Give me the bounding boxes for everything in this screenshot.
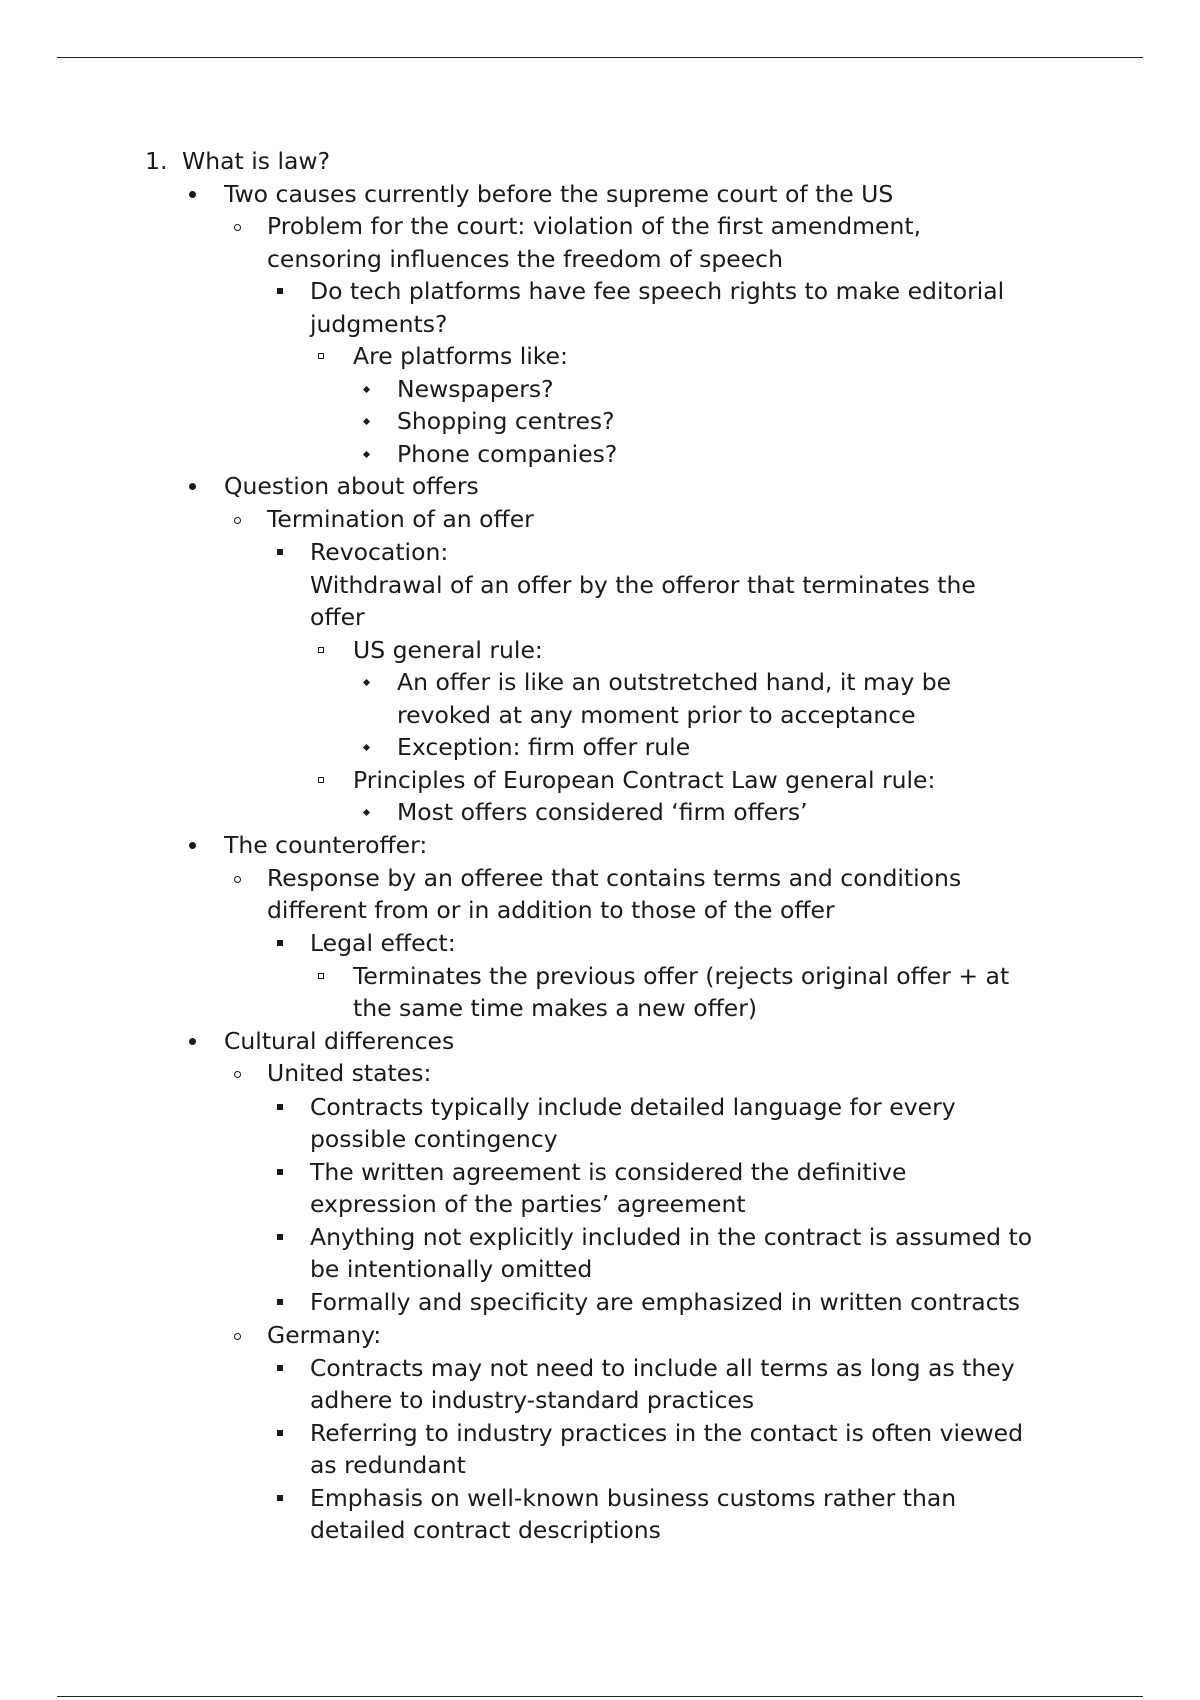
item-text: Termination of an offer bbox=[267, 505, 534, 533]
bullet-square-icon bbox=[277, 549, 283, 555]
list-item bbox=[0, 373, 554, 406]
item-text: Contracts may not need to include all terms as long as they bbox=[310, 1353, 1015, 1382]
item-text: Legal effect: bbox=[310, 928, 456, 957]
list-item bbox=[0, 927, 456, 960]
item-text: adhere to industry-standard practices bbox=[310, 1386, 755, 1414]
list-item bbox=[0, 536, 976, 634]
item-text: Referring to industry practices in the contact is often viewed bbox=[310, 1418, 1024, 1447]
bullet-disc-icon bbox=[189, 1038, 196, 1045]
bullet-diamond-icon bbox=[363, 809, 370, 816]
bullet-square-icon bbox=[277, 1234, 283, 1240]
item-text: offer bbox=[310, 603, 365, 631]
bullet-disc-icon bbox=[189, 842, 196, 849]
bullet-diamond-icon bbox=[363, 679, 370, 686]
item-text: Revocation: bbox=[310, 538, 449, 566]
item-text: Formally and specificity are emphasized in written contracts bbox=[310, 1287, 1021, 1316]
list-item bbox=[0, 1352, 1015, 1417]
list-item bbox=[0, 731, 690, 764]
list-item bbox=[0, 1286, 1020, 1319]
list-item bbox=[0, 1221, 1032, 1286]
item-text: possible contingency bbox=[310, 1125, 558, 1153]
outline-heading bbox=[145, 145, 330, 178]
item-text: as redundant bbox=[310, 1451, 466, 1479]
bullet-square-icon bbox=[277, 1104, 283, 1110]
item-text: Two causes currently before the supreme court of the US bbox=[224, 179, 894, 208]
item-text: Response by an offeree that contains terms and conditions bbox=[267, 863, 962, 892]
bullet-diamond-icon bbox=[363, 744, 370, 751]
number-marker: 1. bbox=[145, 147, 168, 175]
list-item bbox=[0, 275, 1004, 340]
item-text: Shopping centres? bbox=[397, 407, 615, 435]
list-item bbox=[0, 1025, 454, 1058]
bullet-hollow-square-icon bbox=[318, 777, 324, 783]
list-item bbox=[0, 210, 921, 275]
bullet-square-icon bbox=[277, 1430, 283, 1436]
bullet-square-icon bbox=[277, 288, 283, 294]
list-item bbox=[0, 1091, 956, 1156]
item-text: Phone companies? bbox=[397, 439, 618, 468]
bullet-hollow-square-icon bbox=[318, 353, 324, 359]
list-item bbox=[0, 862, 961, 927]
list-item bbox=[0, 1319, 381, 1352]
item-text: censoring influences the freedom of speech bbox=[267, 244, 783, 273]
item-text: The counteroffer: bbox=[224, 830, 428, 859]
item-text: Newspapers? bbox=[397, 374, 554, 403]
item-text: Terminates the previous offer (rejects original offer + at bbox=[353, 961, 1010, 990]
item-text: Do tech platforms have fee speech rights to make editorial bbox=[310, 277, 1005, 305]
list-item bbox=[0, 1057, 431, 1090]
item-text: Most offers considered ‘firm offers’ bbox=[397, 798, 808, 826]
bullet-circle-icon bbox=[234, 1333, 241, 1340]
bullet-diamond-icon bbox=[363, 385, 370, 392]
list-item bbox=[0, 1156, 906, 1221]
bullet-square-icon bbox=[277, 1495, 283, 1501]
list-item bbox=[0, 1417, 1023, 1482]
bullet-circle-icon bbox=[234, 224, 241, 231]
header-rule bbox=[57, 57, 1143, 58]
bullet-diamond-icon bbox=[363, 450, 370, 457]
list-item bbox=[0, 340, 568, 373]
list-item bbox=[0, 960, 1009, 1025]
item-text: Problem for the court: violation of the first amendment, bbox=[267, 212, 922, 240]
item-text: be intentionally omitted bbox=[310, 1255, 593, 1283]
item-text: detailed contract descriptions bbox=[310, 1516, 661, 1544]
list-item bbox=[0, 666, 951, 731]
item-text: Emphasis on well-known business customs rather than bbox=[310, 1483, 957, 1512]
list-item bbox=[0, 405, 615, 438]
item-text: An offer is like an outstretched hand, it may be bbox=[397, 668, 952, 696]
item-text: US general rule: bbox=[353, 635, 543, 664]
item-text: revoked at any moment prior to acceptance bbox=[397, 700, 916, 729]
list-item bbox=[0, 796, 808, 829]
item-text: Are platforms like: bbox=[353, 342, 568, 370]
heading-text: What is law? bbox=[182, 147, 331, 175]
item-text: different from or in addition to those of the offer bbox=[267, 896, 835, 924]
item-text: judgments? bbox=[310, 309, 448, 338]
item-text: Exception: firm offer rule bbox=[397, 733, 691, 761]
list-item bbox=[0, 1482, 956, 1547]
item-text: The written agreement is considered the definitive bbox=[310, 1157, 907, 1186]
item-text: Cultural differences bbox=[224, 1026, 455, 1055]
list-item bbox=[0, 634, 543, 667]
bullet-disc-icon bbox=[189, 191, 196, 198]
bullet-disc-icon bbox=[189, 483, 196, 490]
bullet-square-icon bbox=[277, 1169, 283, 1175]
bullet-hollow-square-icon bbox=[318, 647, 324, 653]
list-item bbox=[0, 503, 534, 536]
footer-rule bbox=[57, 1696, 1143, 1697]
list-item bbox=[0, 829, 427, 862]
bullet-circle-icon bbox=[234, 1071, 241, 1078]
item-text: Withdrawal of an offer by the offeror that terminates the bbox=[310, 570, 976, 599]
item-text: the same time makes a new offer) bbox=[353, 994, 758, 1022]
list-item bbox=[0, 438, 617, 471]
item-text: Germany: bbox=[267, 1320, 382, 1349]
bullet-circle-icon bbox=[234, 517, 241, 524]
item-text: Anything not explicitly included in the contract is assumed to bbox=[310, 1222, 1033, 1251]
bullet-circle-icon bbox=[234, 876, 241, 883]
item-text: Principles of European Contract Law general rule: bbox=[353, 765, 936, 794]
item-text: United states: bbox=[267, 1059, 432, 1087]
item-text: Question about offers bbox=[224, 472, 479, 500]
item-text: Contracts typically include detailed language for every bbox=[310, 1092, 956, 1121]
bullet-diamond-icon bbox=[363, 418, 370, 425]
list-item bbox=[0, 470, 479, 503]
item-text: expression of the parties’ agreement bbox=[310, 1190, 746, 1218]
bullet-hollow-square-icon bbox=[318, 973, 324, 979]
bullet-square-icon bbox=[277, 1299, 283, 1305]
bullet-square-icon bbox=[277, 940, 283, 946]
list-item bbox=[0, 764, 935, 797]
list-item bbox=[0, 178, 893, 211]
bullet-square-icon bbox=[277, 1365, 283, 1371]
